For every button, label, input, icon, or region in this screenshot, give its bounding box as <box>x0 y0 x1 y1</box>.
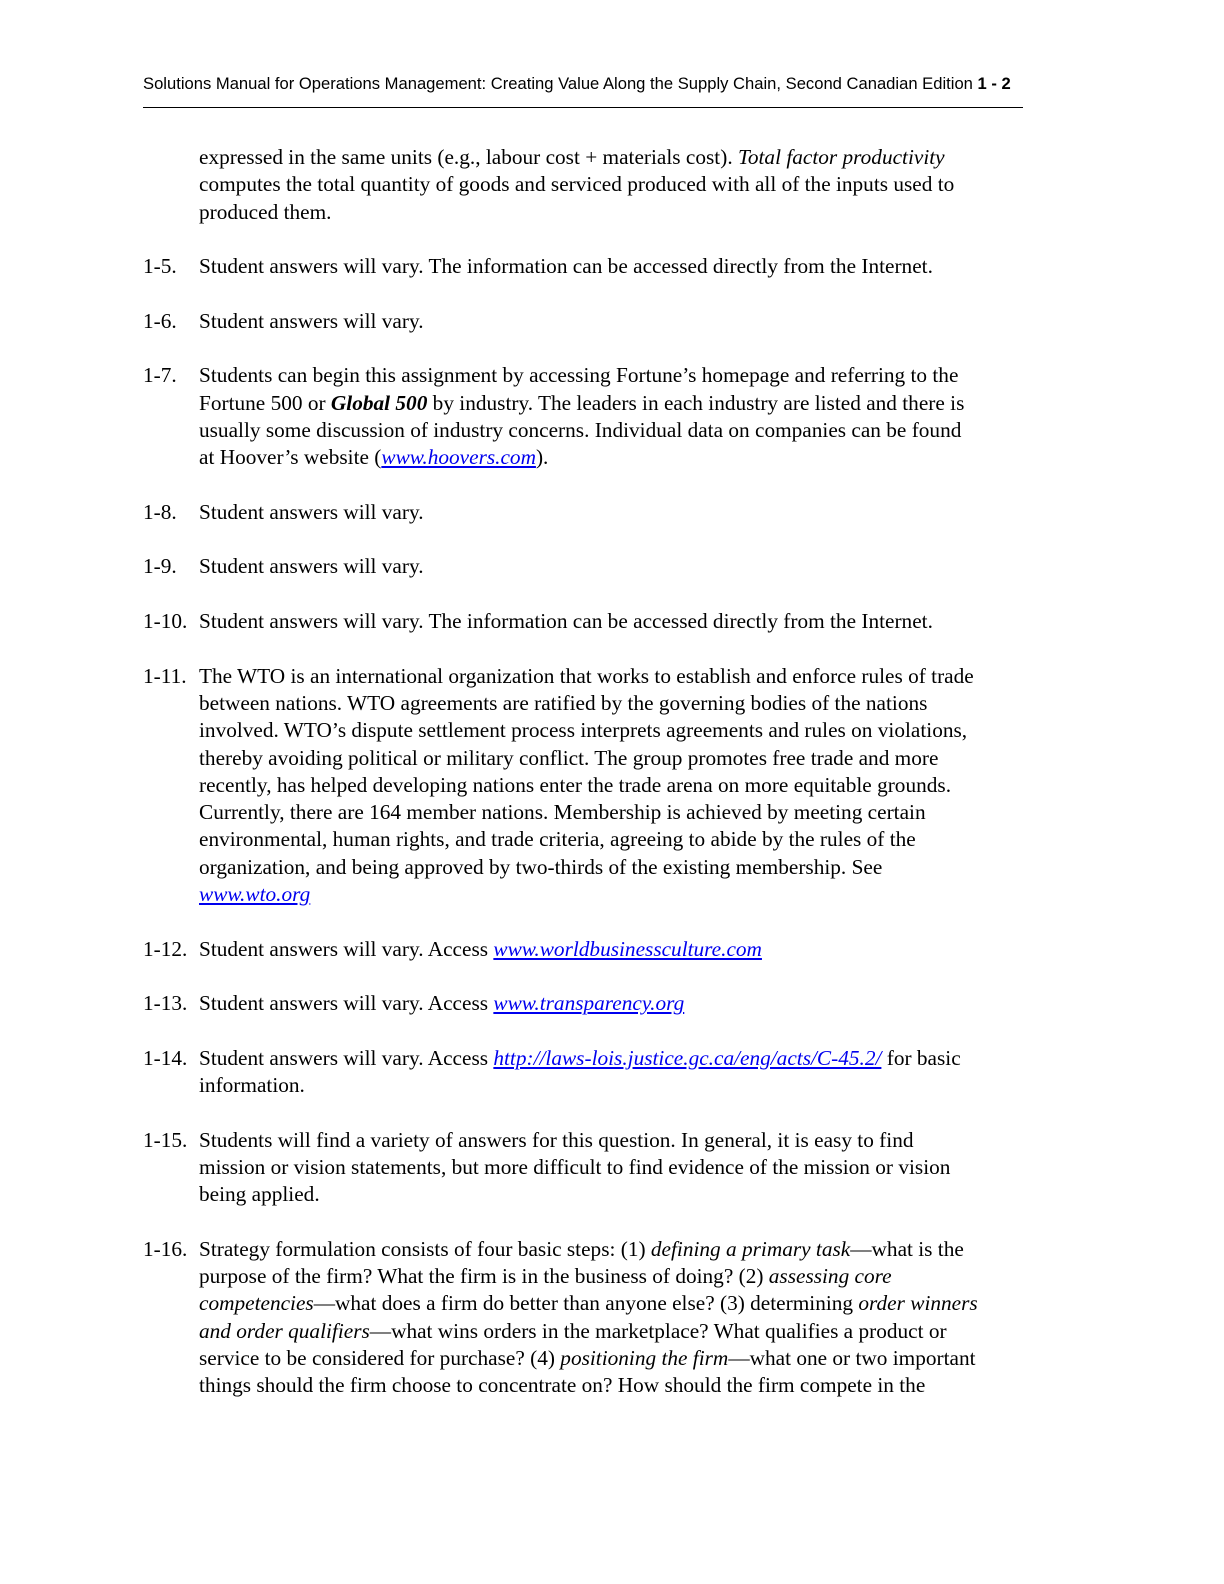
answer-number: 1-13. <box>143 991 188 1016</box>
answer-text-after: for basic <box>881 1045 961 1070</box>
global-500-emphasis: Global 500 <box>330 390 428 415</box>
answer-1-13 <box>143 990 1073 1017</box>
answer-1-14 <box>143 1045 1073 1100</box>
step-order-qualifiers: and order qualifiers <box>199 1318 370 1343</box>
answer-text: Student answers will vary. Access <box>199 936 494 961</box>
answer-number: 1-15. <box>143 1127 188 1152</box>
wto-link[interactable]: www.wto.org <box>199 882 311 907</box>
answer-1-8 <box>143 499 1073 526</box>
answer-text: Student answers will vary. Access <box>199 1045 494 1070</box>
answer-number: 1-6. <box>143 308 177 333</box>
cont-line-1b: Total factor productivity <box>737 145 945 169</box>
answer-text: Student answers will vary. Access <box>199 991 494 1016</box>
answer-line: The WTO is an international organization that works to establish and enforce rules of trade <box>199 663 974 688</box>
answer-number: 1-8. <box>143 499 177 524</box>
answer-number: 1-11. <box>143 663 187 688</box>
answer-text: Student answers will vary. <box>199 554 424 579</box>
cont-line-1a: expressed in the same units (e.g., labour cost + materials cost). <box>199 145 738 169</box>
header-title: Solutions Manual for Operations Management: Creating Value Along the Supply Chain, Second Canadian Edition <box>143 74 973 93</box>
answer-line: recently, has helped developing nations enter the trade arena on more equitable grounds. <box>199 772 952 797</box>
answer-1-6 <box>143 308 1073 335</box>
answer-line-part: —what one or two important <box>728 1346 976 1371</box>
document-body <box>143 144 1073 1427</box>
header-rule <box>143 107 1023 108</box>
header-page-number: 1 - 2 <box>977 74 1011 93</box>
answer-line: Students can begin this assignment by accessing Fortune’s homepage and referring to the <box>199 363 959 388</box>
answer-line: environmental, human rights, and trade criteria, agreeing to abide by the rules of the <box>199 827 916 852</box>
answer-number: 1-12. <box>143 936 188 961</box>
answer-1-11 <box>143 663 1073 909</box>
answer-line-part: —what is the <box>850 1236 964 1261</box>
answer-line-part: service to be considered for purchase? (4) <box>199 1346 561 1371</box>
answer-number: 1-9. <box>143 554 177 579</box>
answer-line: being applied. <box>199 1182 320 1207</box>
answer-line: mission or vision statements, but more difficult to find evidence of the mission or vision <box>199 1154 951 1179</box>
answer-1-12 <box>143 936 1073 963</box>
answer-text: Student answers will vary. The information can be accessed directly from the Internet. <box>199 609 933 634</box>
worldbusinessculture-link[interactable]: www.worldbusinessculture.com <box>493 936 762 961</box>
answer-line: Currently, there are 164 member nations. Membership is achieved by meeting certain <box>199 800 926 825</box>
answer-line: organization, and being approved by two-thirds of the existing membership. See <box>199 854 883 879</box>
answer-number: 1-14. <box>143 1045 188 1070</box>
answer-line-part: at Hoover’s website ( <box>199 445 382 470</box>
step-positioning-firm: positioning the firm <box>560 1346 729 1371</box>
answer-line-part: Fortune 500 or <box>199 390 331 415</box>
continued-answer <box>143 144 1073 226</box>
answer-number: 1-16. <box>143 1236 188 1261</box>
answer-text: Student answers will vary. <box>199 308 424 333</box>
answer-line-part: ). <box>535 445 549 470</box>
answer-1-16 <box>143 1236 1073 1400</box>
answer-line: Students will find a variety of answers for this question. In general, it is easy to find <box>199 1127 914 1152</box>
running-header <box>143 72 1023 96</box>
answer-line: between nations. WTO agreements are ratified by the governing bodies of the nations <box>199 690 928 715</box>
answer-1-15 <box>143 1127 1073 1209</box>
answer-line: usually some discussion of industry concerns. Individual data on companies can be found <box>199 417 962 442</box>
answer-line-part: —what does a firm do better than anyone else? (3) determining <box>313 1291 859 1316</box>
answer-line-part: purpose of the firm? What the firm is in the business of doing? (2) <box>199 1264 769 1289</box>
transparency-link[interactable]: www.transparency.org <box>493 991 685 1016</box>
answer-line-part: Strategy formulation consists of four basic steps: (1) <box>199 1236 651 1261</box>
cont-line-2: computes the total quantity of goods and serviced produced with all of the inputs used to <box>199 172 955 197</box>
answer-line-part: —what wins orders in the marketplace? What qualifies a product or <box>369 1318 947 1343</box>
answer-text: Student answers will vary. The information can be accessed directly from the Internet. <box>199 254 933 279</box>
answer-1-7 <box>143 362 1073 471</box>
step-assessing-core: assessing core <box>768 1264 892 1289</box>
step-order-winners: order winners <box>858 1291 978 1316</box>
answer-number: 1-10. <box>143 609 188 634</box>
answer-number: 1-5. <box>143 254 177 279</box>
answer-line-part: by industry. The leaders in each industry are listed and there is <box>427 390 965 415</box>
answer-text: Student answers will vary. <box>199 499 424 524</box>
answer-line: things should the firm choose to concentrate on? How should the firm compete in the <box>199 1373 926 1398</box>
answer-line: thereby avoiding political or military conflict. The group promotes free trade and more <box>199 745 939 770</box>
hoovers-link[interactable]: www.hoovers.com <box>381 445 536 470</box>
answer-line: involved. WTO’s dispute settlement process interprets agreements and rules on violations, <box>199 718 968 743</box>
justice-laws-link[interactable]: http://laws-lois.justice.gc.ca/eng/acts/C-45.2/ <box>493 1045 882 1070</box>
answer-1-9 <box>143 553 1073 580</box>
step-defining-primary-task: defining a primary task <box>650 1236 851 1261</box>
answer-number: 1-7. <box>143 363 177 388</box>
step-competencies: competencies <box>199 1291 314 1316</box>
cont-line-3: produced them. <box>199 199 332 224</box>
answer-1-10 <box>143 608 1073 635</box>
answer-line: information. <box>199 1073 305 1098</box>
answer-1-5 <box>143 253 1073 280</box>
